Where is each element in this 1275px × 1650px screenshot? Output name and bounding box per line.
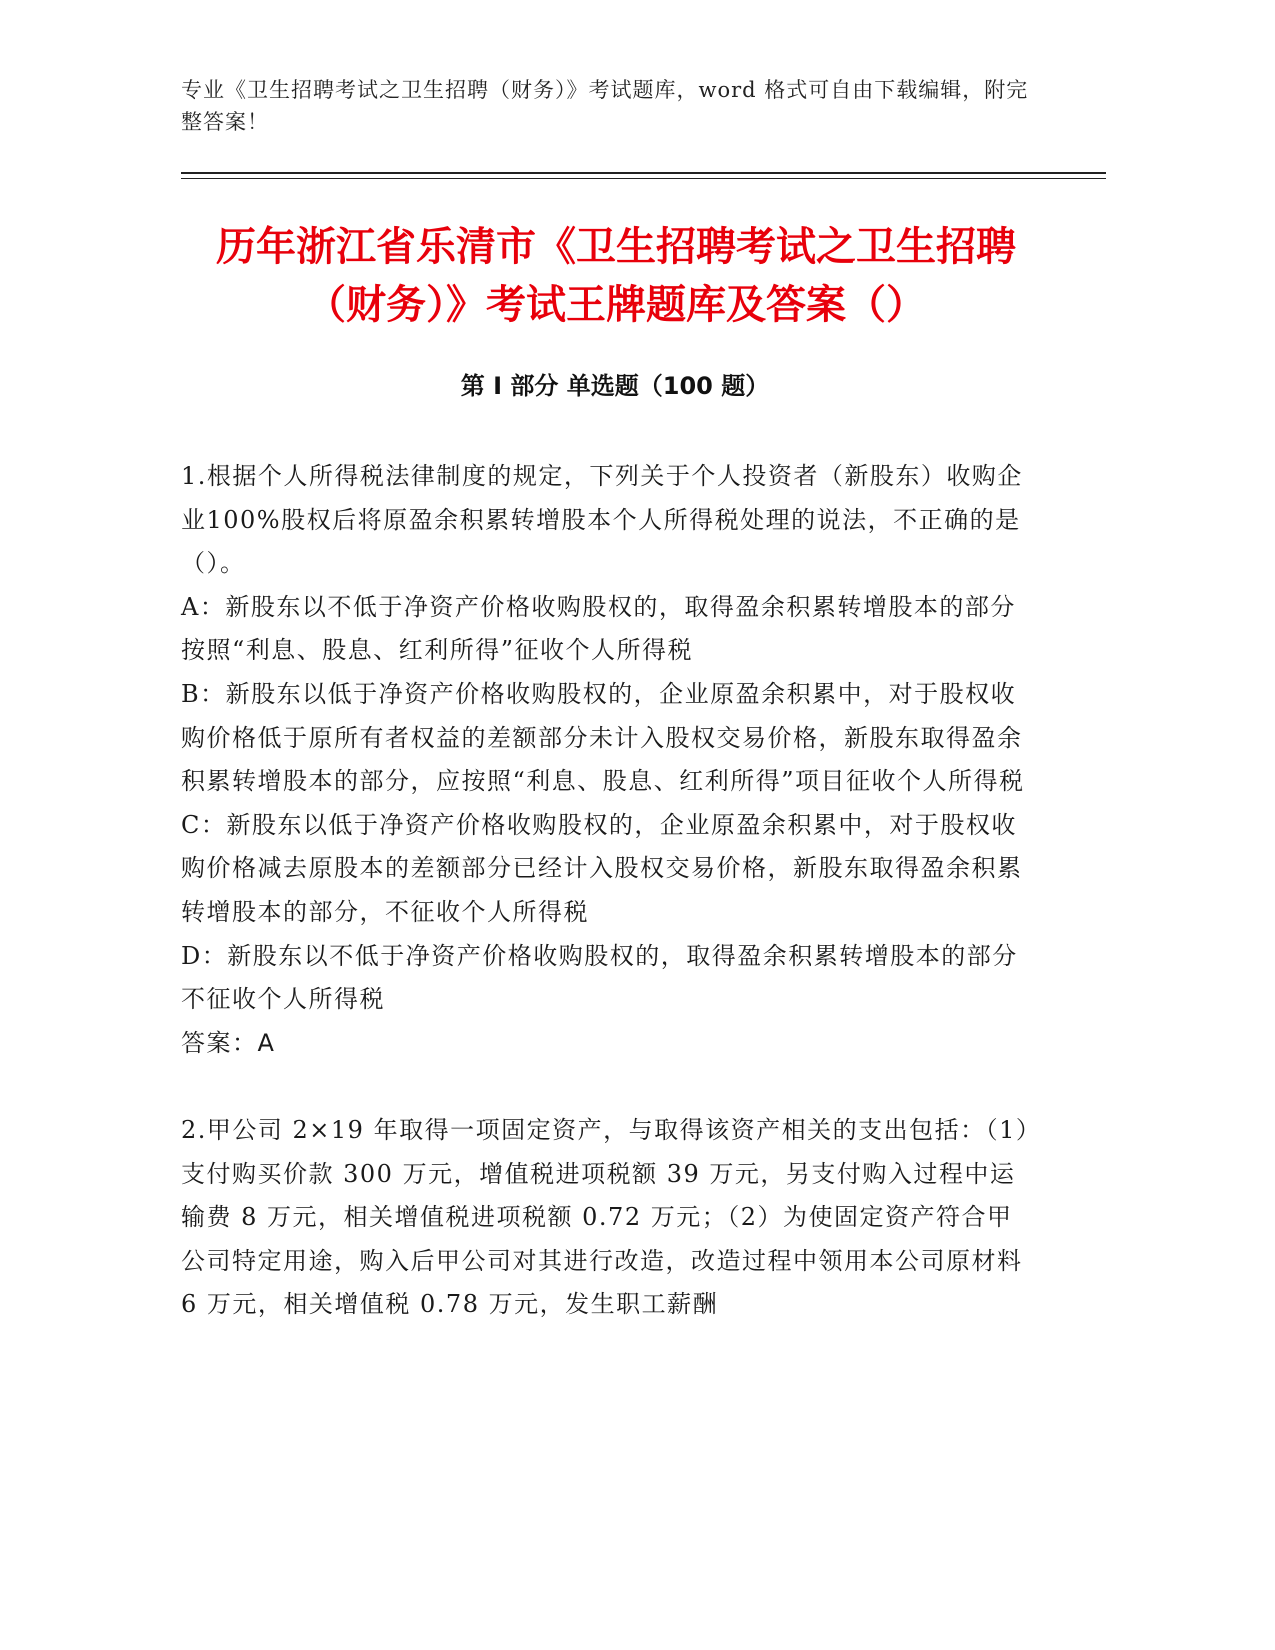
option-a: A：新股东以不低于净资产价格收购股权的，取得盈余积累转增股本的部分按照“利息、股息、红利所得”征收个人所得税: [181, 592, 1016, 665]
option-d: D：新股东以不低于净资产价格收购股权的，取得盈余积累转增股本的部分不征收个人所得税: [181, 941, 1018, 1014]
header-divider-thick: [181, 172, 1106, 174]
question-2: [181, 1109, 1031, 1327]
question-list: [181, 455, 1031, 1327]
header-note: 专业《卫生招聘考试之卫生招聘（财务）》考试题库，word 格式可自由下载编辑，附完整答案！: [181, 78, 1029, 134]
option-b: B：新股东以低于净资产价格收购股权的，企业原盈余积累中，对于股权收购价格低于原所有者权益的差额部分未计入股权交易价格，新股东取得盈余积累转增股本的部分，应按照“利息、股息、红利所得”项目征收个人所得税: [181, 679, 1025, 796]
header-divider-thin: [181, 178, 1106, 179]
document-title: 历年浙江省乐清市《卫生招聘考试之卫生招聘（财务）》考试王牌题库及答案（）: [216, 224, 1016, 328]
section-heading: 第 I 部分 单选题（100 题）: [460, 372, 770, 400]
option-c: C：新股东以低于净资产价格收购股权的，企业原盈余积累中，对于股权收购价格减去原股本的差额部分已经计入股权交易价格，新股东取得盈余积累转增股本的部分，不征收个人所得税: [181, 810, 1023, 926]
answer-line: 答案：A: [181, 1028, 276, 1057]
question-1: [181, 455, 1031, 1065]
question-stem: 1.根据个人所得税法律制度的规定，下列关于个人投资者（新股东）收购企业100%股权后将原盈余积累转增股本个人所得税处理的说法，不正确的是（）。: [181, 462, 1023, 578]
question-stem: 2.甲公司 2×19 年取得一项固定资产，与取得该资产相关的支出包括：（1）支付购买价款 300 万元，增值税进项税额 39 万元，另支付购入过程中运输费 8 万元，相关增值税进项税额 0.72 万元；（2）为使固定资产符合甲公司特定用途，购入后甲公司对其进行改造，改造过程中领用本公司原材料 6 万元，相关增值税 0.78 万元，发生职工薪酬: [181, 1115, 1030, 1319]
